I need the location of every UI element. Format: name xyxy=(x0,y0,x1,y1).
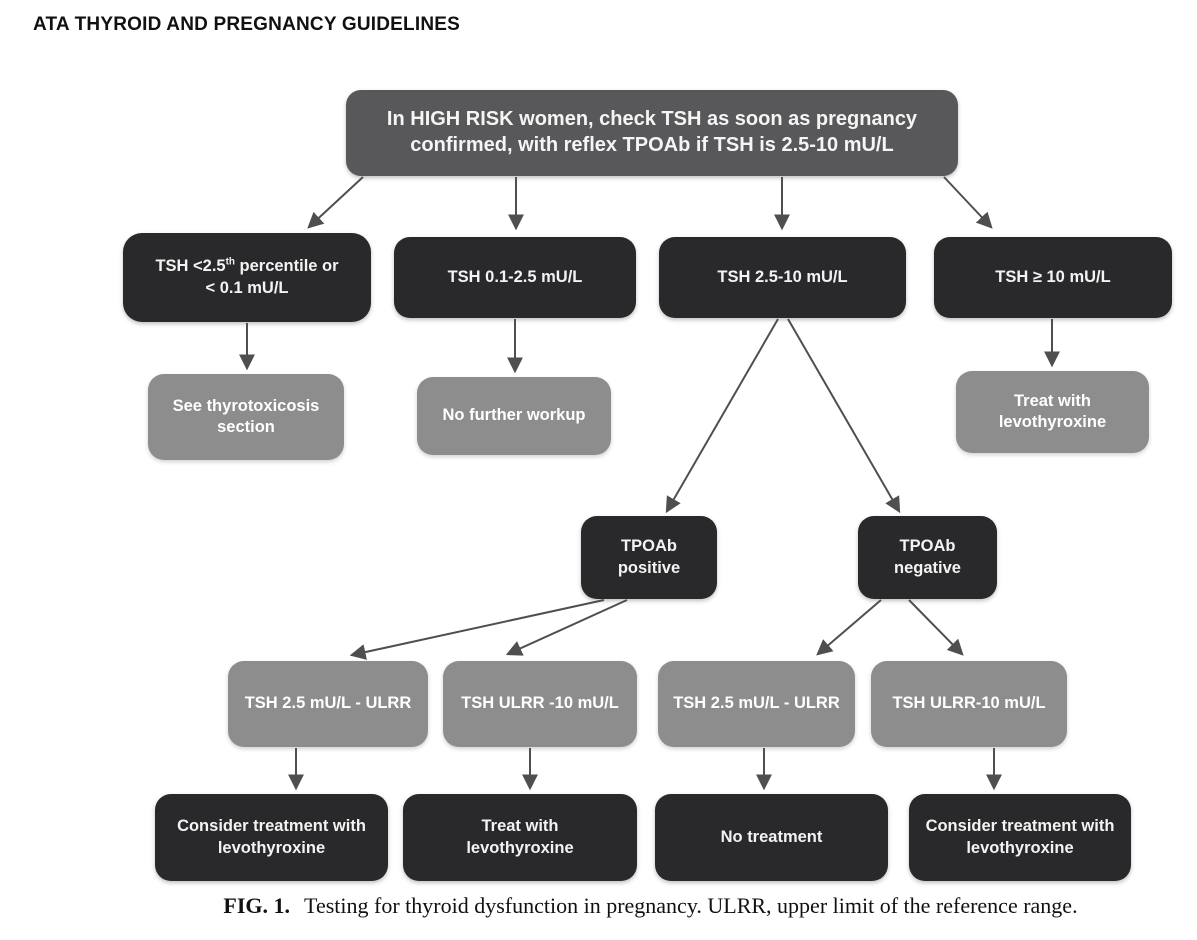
node-thyrotoxicosis-line2: section xyxy=(217,418,275,436)
node-root xyxy=(346,90,958,176)
node-pos-tsh-ulrr-10 xyxy=(443,661,637,747)
node-tsh-low-line1 xyxy=(155,256,338,277)
arrow-tpoab-pos-to-pos-high xyxy=(508,600,627,654)
node-tpoab-positive xyxy=(581,516,717,599)
caption-text: Testing for thyroid dysfunction in pregnancy. ULRR, upper limit of the reference range. xyxy=(304,893,1078,918)
node-pos-low-label: TSH 2.5 mU/L - ULRR xyxy=(244,694,412,713)
node-root-line2: confirmed, with reflex TPOAb if TSH is 2.5-10 mU/L xyxy=(410,134,894,156)
node-treat-bottom-line1: Treat with xyxy=(481,817,559,836)
node-tpoab-positive-line2: positive xyxy=(617,558,681,577)
node-consider-left-line1: Consider treatment with xyxy=(177,817,366,836)
node-neg-high-label: TSH ULRR-10 mU/L xyxy=(892,694,1046,713)
node-tsh-low-sup: th xyxy=(225,256,235,268)
node-no-further-workup xyxy=(417,377,611,455)
node-tpoab-negative xyxy=(858,516,997,599)
arrow-tpoab-neg-to-neg-high xyxy=(909,600,962,654)
node-tsh-mid xyxy=(659,237,906,318)
node-no-further-workup-label: No further workup xyxy=(442,406,586,425)
node-tsh-high xyxy=(934,237,1172,318)
node-thyrotoxicosis-line1: See thyrotoxicosis xyxy=(172,396,320,415)
arrow-root-to-tsh-high xyxy=(944,177,991,227)
node-tsh-normal xyxy=(394,237,636,318)
node-tsh-low-line2: < 0.1 mU/L xyxy=(205,278,289,297)
node-thyrotoxicosis xyxy=(148,374,344,460)
node-root-line1: In HIGH RISK women, check TSH as soon as pregnancy xyxy=(386,108,918,131)
node-consider-left-line2: levothyroxine xyxy=(217,838,326,857)
node-treat-levothyroxine-top xyxy=(956,371,1149,453)
node-neg-low-label: TSH 2.5 mU/L - ULRR xyxy=(673,694,840,713)
node-tsh-low-prefix: TSH <2.5 xyxy=(155,257,226,276)
node-neg-tsh-2-5-ulrr xyxy=(658,661,855,747)
caption-label: FIG. 1. xyxy=(223,893,291,918)
node-tsh-normal-label: TSH 0.1-2.5 mU/L xyxy=(447,267,583,286)
arrow-root-to-tsh-low xyxy=(309,177,363,227)
arrow-tpoab-pos-to-pos-low xyxy=(352,600,604,655)
node-treat-levothyroxine-bottom xyxy=(403,794,637,881)
node-consider-treatment-left xyxy=(155,794,388,881)
node-tsh-high-label: TSH ≥ 10 mU/L xyxy=(995,267,1111,286)
node-consider-treatment-right xyxy=(909,794,1131,881)
node-no-treatment-label: No treatment xyxy=(720,827,823,846)
node-pos-tsh-2-5-ulrr xyxy=(228,661,428,747)
node-tpoab-negative-line1: TPOAb xyxy=(899,537,956,556)
node-neg-tsh-ulrr-10 xyxy=(871,661,1067,747)
node-tsh-low-suffix: percentile or xyxy=(234,257,339,276)
node-treat-top-line1: Treat with xyxy=(1013,391,1091,410)
node-treat-bottom-line2: levothyroxine xyxy=(466,838,574,857)
node-no-treatment xyxy=(655,794,888,881)
node-consider-right-line1: Consider treatment with xyxy=(925,817,1115,836)
node-tpoab-negative-line2: negative xyxy=(894,558,961,577)
node-pos-high-label: TSH ULRR -10 mU/L xyxy=(461,694,619,713)
node-treat-top-line2: levothyroxine xyxy=(998,413,1107,431)
figure-title: ATA THYROID AND PREGNANCY GUIDELINES xyxy=(33,14,460,35)
figure-caption xyxy=(104,893,1197,919)
arrow-tsh-mid-to-tpoab-negative xyxy=(788,319,899,511)
node-tpoab-positive-line1: TPOAb xyxy=(621,537,677,556)
arrow-tpoab-neg-to-neg-low xyxy=(818,600,881,654)
node-tsh-mid-label: TSH 2.5-10 mU/L xyxy=(717,267,848,286)
node-consider-right-line2: levothyroxine xyxy=(966,838,1074,857)
arrow-tsh-mid-to-tpoab-positive xyxy=(667,319,778,511)
node-tsh-low xyxy=(123,233,371,322)
